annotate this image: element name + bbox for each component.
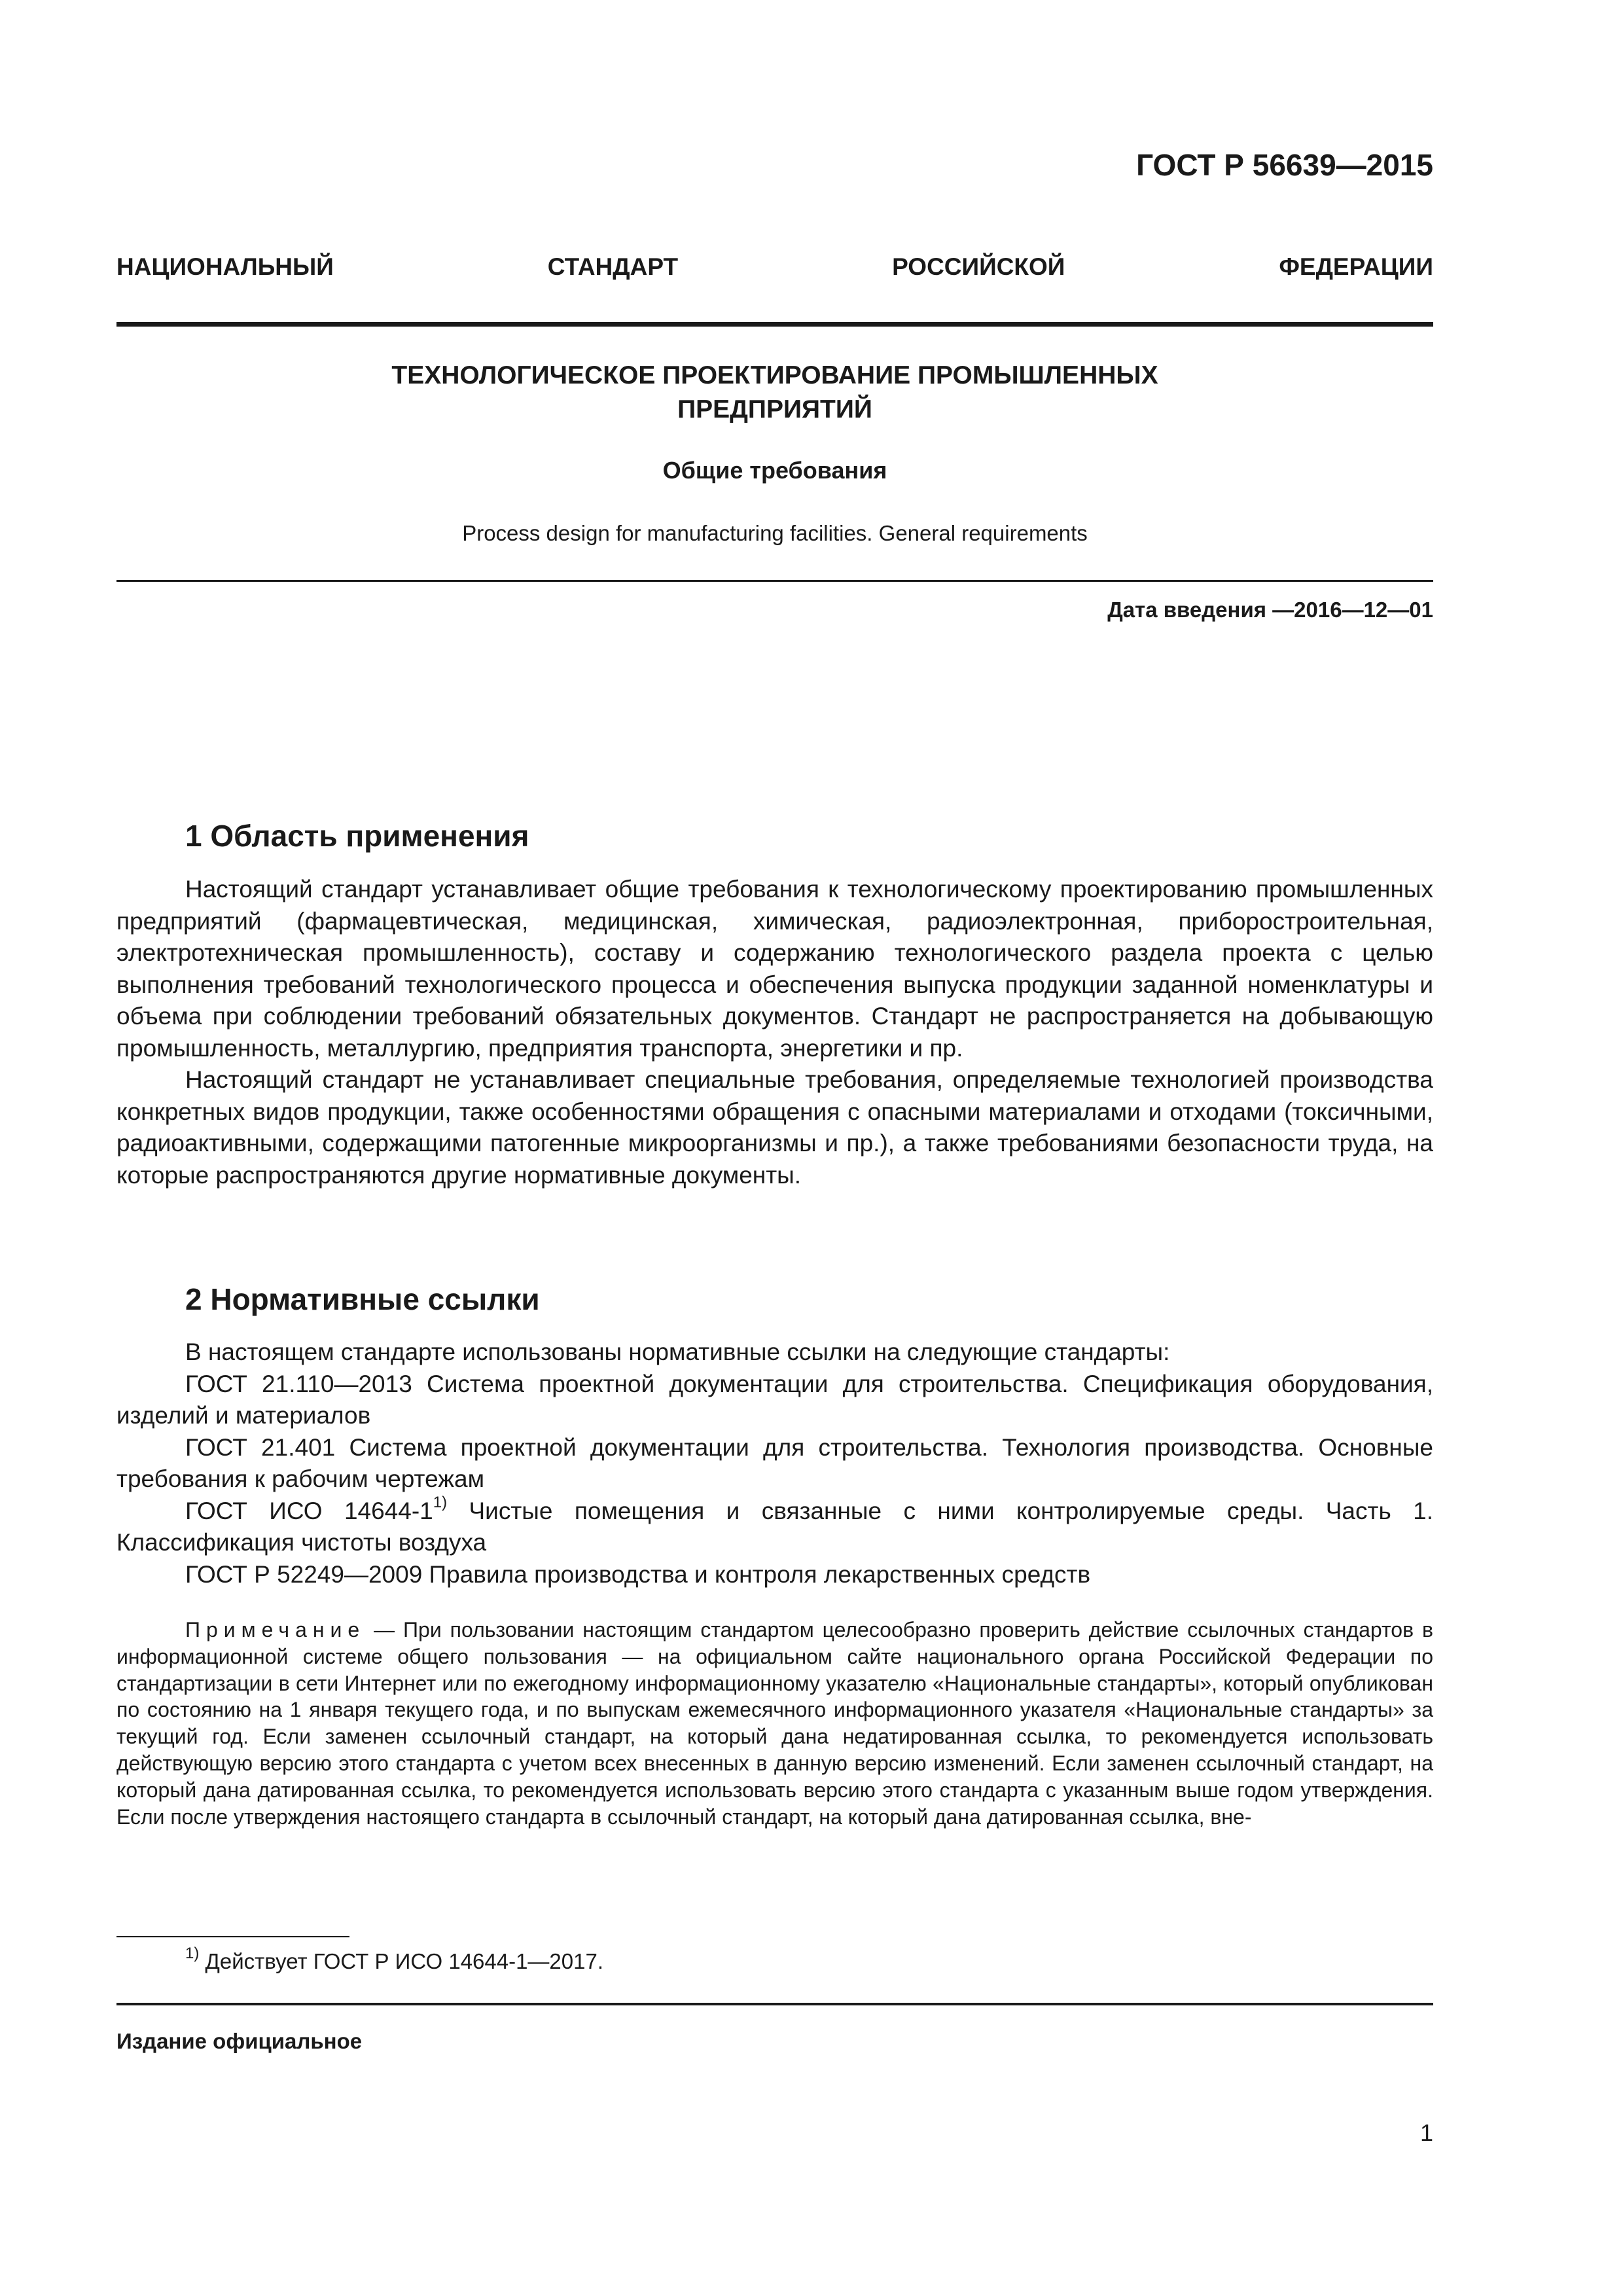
title-divider — [116, 580, 1433, 582]
section-1-body — [116, 874, 1433, 1191]
page-number: 1 — [1419, 2119, 1433, 2146]
introduction-date: Дата введения —2016—12—01 — [1107, 598, 1433, 622]
section-2-body — [116, 1336, 1433, 1590]
reference-item: ГОСТ 21.110—2013 Система проектной документации для строительства. Спецификация оборудования, изделий и материалов — [116, 1370, 1433, 1429]
section-heading: 2 Нормативные ссылки — [185, 1282, 540, 1316]
footnote-text: Действует ГОСТ Р ИСО 14644-1—2017. — [199, 1949, 604, 1973]
section-2-heading-wrap — [116, 1282, 540, 1317]
paragraph: В настоящем стандарте использованы нормативные ссылки на следующие стандарты: — [185, 1338, 1170, 1365]
reference-item — [116, 1496, 1433, 1559]
national-standard-banner — [116, 253, 1433, 281]
footnote-marker: 1) — [185, 1945, 200, 1962]
section-heading: 1 Область применения — [185, 819, 529, 853]
official-edition-label: Издание официальное — [116, 2029, 363, 2053]
reference-item: ГОСТ 21.401 Система проектной документации для строительства. Технология производства. Основные требования к рабочим чертежам — [116, 1433, 1433, 1492]
english-title: Process design for manufacturing facilities. General requirements — [462, 521, 1088, 545]
note-text: — При пользовании настоящим стандартом целесообразно проверить действие ссылочных стандартов в информационной системе общего пользования — на официальном сайте национального органа Российской Федерации по стандартизации в сети Интернет или по ежегодному информационному указателю «Национальные стандарты», который опубликован по состоянию на 1 января текущего года, и по выпускам ежемесячного информационного указателя «Национальные стандарты» за текущий год. Если заменен ссылочный стандарт, на который дана недатированная ссылка, то рекомендуется использовать действующую версию этого стандарта с учетом всех внесенных в данную версию изменений. Если заменен ссылочный стандарт, на который дана датированная ссылка, то рекомендуется использовать версию этого стандарта с указанным выше годом утверждения. Если после утверждения настоящего стандарта в ссылочный стандарт, на который дана датированная ссылка, вне- — [116, 1618, 1433, 1829]
header-divider — [116, 322, 1433, 327]
banner-word: СТАНДАРТ — [547, 253, 679, 280]
document-code: ГОСТ Р 56639—2015 — [1136, 148, 1433, 182]
note-paragraph — [116, 1617, 1433, 1830]
document-subtitle: Общие требования — [662, 457, 887, 484]
reference-text: Чистые помещения и связанные с ними контролируемые среды. Часть 1. Классификация чистоты воздуха — [116, 1497, 1433, 1556]
title-line: ТЕХНОЛОГИЧЕСКОЕ ПРОЕКТИРОВАНИЕ ПРОМЫШЛЕННЫХ — [391, 361, 1158, 389]
title-line: ПРЕДПРИЯТИЙ — [677, 395, 872, 423]
section-1-heading-wrap — [116, 818, 529, 853]
banner-word: НАЦИОНАЛЬНЫЙ — [116, 253, 334, 280]
note-label: Примечание — [185, 1618, 366, 1641]
footnote-divider — [116, 1936, 349, 1937]
banner-word: ФЕДЕРАЦИИ — [1279, 253, 1433, 280]
footnote-ref: 1) — [433, 1494, 448, 1512]
paragraph: Настоящий стандарт устанавливает общие требования к технологическому проектированию промышленных предприятий (фармацевтическая, медицинская, химическая, радиоэлектронная, приборостроительная, электротехническая промышленность), составу и содержанию технологического раздела проекта с целью выполнения требований технологического процесса и обеспечения выпуска продукции заданной номенклатуры и объема при соблюдении требований обязательных документов. Стандарт не распространяется на добывающую промышленность, металлургию, предприятия транспорта, энергетики и пр. — [116, 876, 1433, 1062]
footnote — [185, 1945, 604, 1974]
paragraph: Настоящий стандарт не устанавливает специальные требования, определяемые технологией производства конкретных видов продукции, также особенностями обращения с опасными материалами и отходами (токсичными, радиоактивными, содержащими патогенные микроорганизмы и пр.), а также требованиями безопасности труда, на которые распространяются другие нормативные документы. — [116, 1066, 1433, 1189]
footer-divider — [116, 2003, 1433, 2005]
reference-item: ГОСТ Р 52249—2009 Правила производства и контроля лекарственных средств — [185, 1560, 1091, 1588]
document-title — [116, 359, 1433, 427]
reference-code: ГОСТ ИСО 14644-1 — [185, 1497, 433, 1524]
banner-word: РОССИЙСКОЙ — [892, 253, 1065, 280]
